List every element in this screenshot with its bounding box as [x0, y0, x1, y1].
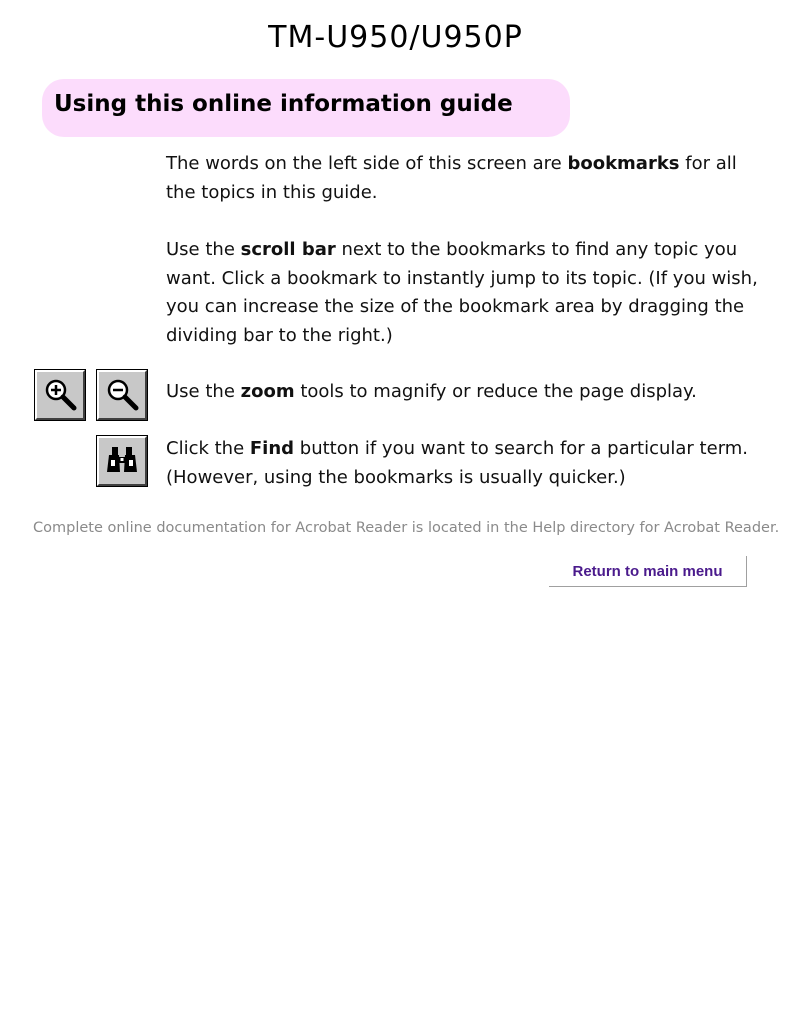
scroll-bar-paragraph: [166, 236, 766, 350]
zoom-paragraph: [166, 378, 766, 407]
scroll-text-end: next to the bookmarks to find any topic you want. Click a bookmark to instantly jump to its topic. (If you wish, you can increase the size of the bookmark area by dragging the dividing bar to the right.): [166, 239, 758, 346]
zoom-out-icon: [101, 374, 143, 416]
zoom-text-end: tools to magnify or reduce the page display.: [294, 381, 697, 402]
section-heading: Using this online information guide: [54, 91, 513, 117]
find-term: Find: [249, 438, 295, 459]
bookmarks-text-end: for all the topics in this guide.: [166, 153, 737, 203]
zoom-in-button[interactable]: [35, 370, 85, 420]
bookmarks-paragraph: [166, 150, 766, 207]
scroll-text-start: Use the: [166, 239, 241, 260]
zoom-text-start: Use the: [166, 381, 241, 402]
bookmarks-text-start: The words on the left side of this screen are: [166, 153, 568, 174]
find-text-end: button if you want to search for a particular term. (However, using the bookmarks is usually quicker.): [166, 438, 749, 488]
scroll-bar-term: scroll bar: [240, 239, 336, 260]
page-title: TM-U950/U950P: [268, 20, 523, 55]
acrobat-footnote: Complete online documentation for Acrobat Reader is located in the Help directory for Acrobat Reader.: [33, 520, 780, 536]
zoom-in-icon: [39, 374, 81, 416]
zoom-term: zoom: [240, 381, 295, 402]
find-text-start: Click the: [166, 438, 250, 459]
binoculars-icon: [101, 440, 143, 482]
zoom-out-button[interactable]: [97, 370, 147, 420]
find-button[interactable]: [97, 436, 147, 486]
return-to-main-menu-button[interactable]: Return to main menu: [549, 556, 747, 587]
find-paragraph: [166, 435, 766, 492]
bookmarks-term: bookmarks: [567, 153, 680, 174]
section-banner: [42, 79, 570, 137]
